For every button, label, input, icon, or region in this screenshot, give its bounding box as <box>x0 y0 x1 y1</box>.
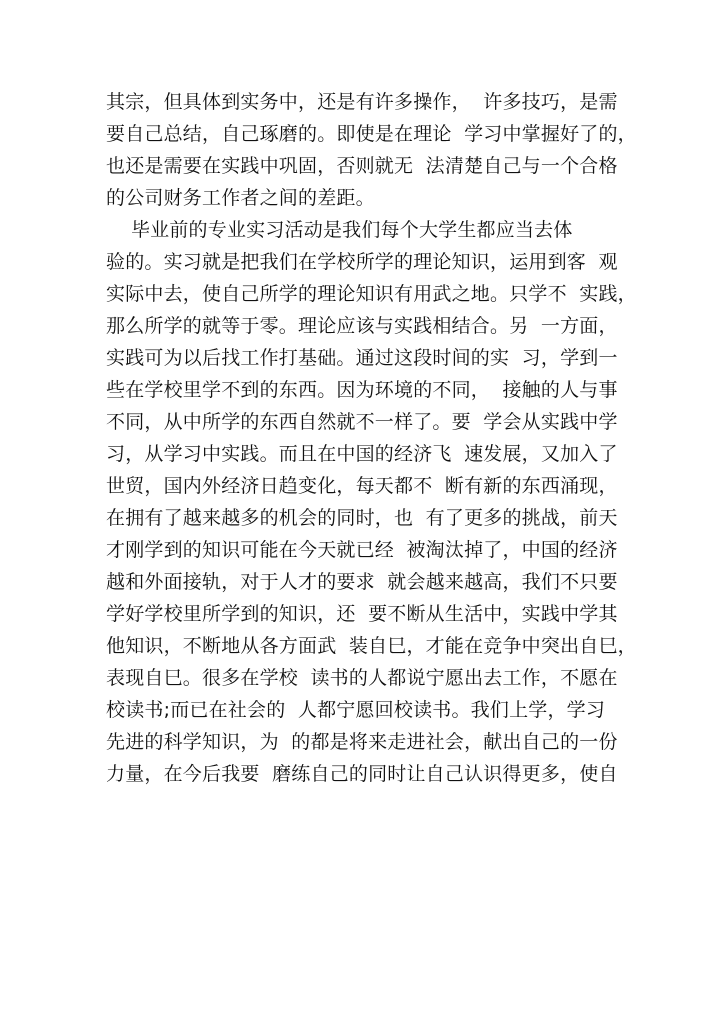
text-line: 也还是需要在实践中巩固，否则就无 法清楚自己与一个合格 <box>106 155 618 177</box>
text-line: 实践可为以后找工作打基础。通过这段时间的实 习，学到一 <box>106 347 618 369</box>
text-line: 表现自巳。很多在学校 读书的人都说宁愿出去工作，不愿在 <box>106 667 618 689</box>
text-line: 世贸，国内外经济日趋变化，每天都不 断有新的东西涌现， <box>106 475 618 497</box>
text-line: 他知识，不断地从各方面武 装自巳，才能在竞争中突出自巳， <box>106 635 637 657</box>
text-line: 校读书;而已在社会的 人都宁愿回校读书。我们上学，学习 <box>106 699 606 721</box>
text-line: 验的。实习就是把我们在学校所学的理论知识，运用到客 观 <box>106 251 618 273</box>
text-line: 那么所学的就等于零。理论应该与实践相结合。另 一方面， <box>106 315 618 337</box>
text-line: 越和外面接轨，对于人才的要求 就会越来越高，我们不只要 <box>106 571 618 593</box>
text-line: 的公司财务工作者之间的差距。 <box>106 187 375 209</box>
text-line: 实际中去，使自己所学的理论知识有用武之地。只学不 实践， <box>106 283 637 305</box>
text-line: 习，从学习中实践。而且在中国的经济飞 速发展，又加入了 <box>106 443 618 465</box>
text-line: 力量，在今后我要 磨练自己的同时让自己认识得更多，使自 <box>106 763 618 785</box>
text-line: 要自己总结，自己琢磨的。即使是在理论 学习中掌握好了的， <box>106 123 637 145</box>
text-line: 其宗，但具体到实务中，还是有许多操作， 许多技巧，是需 <box>106 91 618 113</box>
text-line: 些在学校里学不到的东西。因为环境的不同， 接触的人与事 <box>106 379 618 401</box>
text-line: 学好学校里所学到的知识，还 要不断从生活中，实践中学其 <box>106 603 618 625</box>
text-line: 不同，从中所学的东西自然就不一样了。要 学会从实践中学 <box>106 411 618 433</box>
text-line: 先进的科学知识，为 的都是将来走进社会，献出自己的一份 <box>106 731 618 753</box>
body-text <box>106 86 637 790</box>
paragraph-start-line: 毕业前的专业实习活动是我们每个大学生都应当去体 <box>106 219 573 241</box>
text-line: 才刚学到的知识可能在今天就已经 被淘汰掉了，中国的经济 <box>106 539 618 561</box>
text-line: 在拥有了越来越多的机会的同时，也 有了更多的挑战，前天 <box>106 507 618 529</box>
